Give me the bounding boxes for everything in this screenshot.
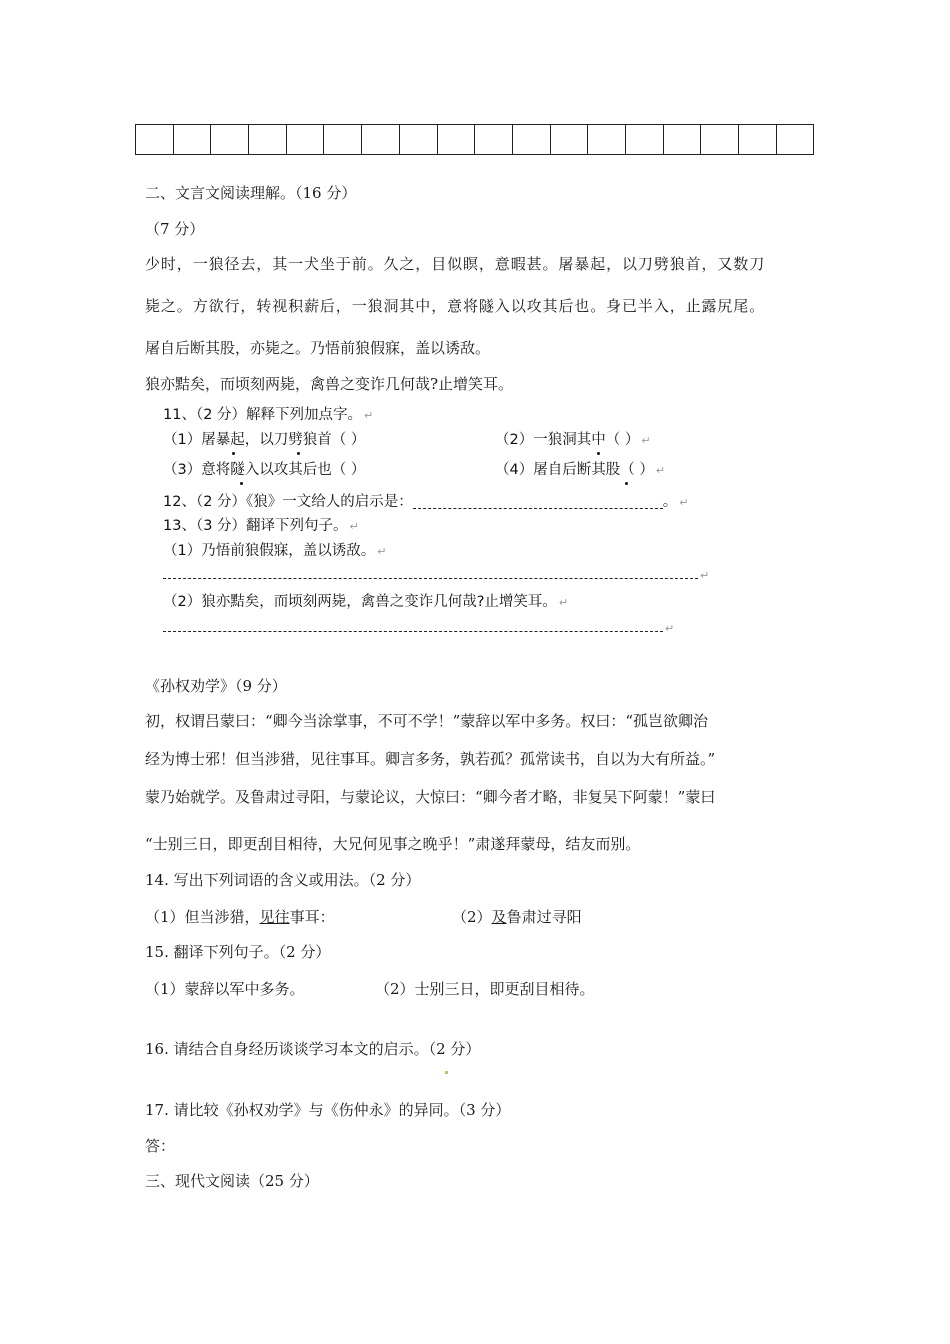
question-11 <box>163 405 373 426</box>
emphasis-dot-icon <box>597 452 600 455</box>
emphasis-dot-icon <box>240 482 243 485</box>
question-12 <box>163 492 689 513</box>
return-mark-icon: ↵ <box>377 545 387 558</box>
question-16: 16. 请结合自身经历谈谈学习本文的启示。（2 分） <box>145 1040 481 1058</box>
q14-item-2-pre: （2） <box>452 908 492 926</box>
q14-item-2-post: 鲁肃过寻阳 <box>506 908 582 926</box>
grid-cell <box>437 125 475 155</box>
sunquan-passage-line: 经为博士邪！但当涉猎，见往事耳。卿言多务，孰若孤？孤常读书，自以为大有所益。” <box>145 750 716 768</box>
emphasis-dot-icon <box>625 482 628 485</box>
q13-item-2-text: （2）狼亦黠矣，而顷刻两毙，禽兽之变诈几何哉?止增笑耳。 <box>163 594 557 610</box>
q11-item-4-text: （4）屠自后断其股（ ） <box>495 462 654 478</box>
question-15: 15. 翻译下列句子。（2 分） <box>145 943 331 961</box>
question-11-text: 11、（2 分）解释下列加点字。 <box>163 407 363 423</box>
grid-cell <box>136 125 174 155</box>
emphasis-dot-icon <box>232 452 235 455</box>
wolf-passage-line: 少时，一狼径去，其一犬坐于前。久之，目似瞑，意暇甚。屠暴起，以刀劈狼首，又数刀 <box>145 255 766 273</box>
q11-item-3: （3）意将隧入以攻其后也（ ） <box>163 462 366 478</box>
grid-cell <box>211 125 249 155</box>
wolf-passage-line: 毙之。方欲行，转视积薪后，一狼洞其中，意将隧入以攻其后也。身已半入，止露尻尾。 <box>145 297 766 315</box>
q14-item-1-pre: （1）但当涉猎， <box>145 908 260 926</box>
question-14: 14. 写出下列词语的含义或用法。（2 分） <box>145 871 421 889</box>
question-12-end: 。 <box>662 494 678 510</box>
answer-label: 答： <box>145 1137 176 1155</box>
q14-item-2 <box>452 907 582 927</box>
answer-grid-row <box>136 125 814 155</box>
section3-heading: 三、现代文阅读（25 分） <box>145 1172 319 1190</box>
return-mark-icon: ↵ <box>349 520 359 533</box>
grid-cell <box>550 125 588 155</box>
return-mark-icon: ↵ <box>700 569 710 582</box>
grid-cell <box>512 125 550 155</box>
answer-blank[interactable] <box>163 568 698 579</box>
question-17: 17. 请比较《孙权劝学》与《伤仲永》的异同。（3 分） <box>145 1101 511 1119</box>
sunquan-passage-line: 初，权谓吕蒙曰：“卿今当涂掌事，不可不学！”蒙辞以军中多务。权曰：“孤岂欲卿治 <box>145 712 709 730</box>
question-12-text: 12、（2 分）《狼》一文给人的启示是： <box>163 494 413 510</box>
q13-answer-line-1 <box>163 565 709 586</box>
q14-item-1-word: 见往 <box>259 908 290 926</box>
q13-answer-line-2 <box>163 618 674 639</box>
q11-item-2 <box>495 430 651 451</box>
sunquan-title: 《孙权劝学》（9 分） <box>145 677 287 695</box>
wolf-score: （7 分） <box>145 220 205 238</box>
return-mark-icon: ↵ <box>641 434 651 447</box>
grid-cell <box>399 125 437 155</box>
wolf-passage-line: 屠自后断其股，亦毙之。乃悟前狼假寐，盖以诱敌。 <box>145 339 491 357</box>
grid-cell <box>663 125 701 155</box>
grid-cell <box>286 125 324 155</box>
grid-cell <box>249 125 287 155</box>
grid-cell <box>362 125 400 155</box>
grid-cell <box>739 125 777 155</box>
section2-heading: 二、文言文阅读理解。（16 分） <box>145 184 357 202</box>
grid-cell <box>588 125 626 155</box>
sunquan-passage-line: 蒙乃始就学。及鲁肃过寻阳，与蒙论议，大惊曰：“卿今者才略，非复吴下阿蒙！”蒙曰 <box>145 788 716 806</box>
return-mark-icon: ↵ <box>364 409 374 422</box>
q13-item-2 <box>163 592 568 613</box>
q15-item-1: （1）蒙辞以军中多务。 <box>145 980 305 998</box>
q13-item-1-text: （1）乃悟前狼假寐，盖以诱敌。 <box>163 543 376 559</box>
question-13-text: 13、（3 分）翻译下列句子。 <box>163 518 348 534</box>
return-mark-icon: ↵ <box>655 464 666 477</box>
answer-blank[interactable] <box>163 621 663 632</box>
answer-grid <box>135 124 814 155</box>
q14-item-1-post: 事耳： <box>289 908 335 926</box>
wolf-passage-line: 狼亦黠矣，而顷刻两毙，禽兽之变诈几何哉?止增笑耳。 <box>145 375 514 393</box>
scan-speck <box>445 1071 448 1074</box>
question-13 <box>163 516 359 537</box>
q11-item-4 <box>495 460 665 481</box>
return-mark-icon: ↵ <box>679 496 689 509</box>
q11-item-1: （1）屠暴起，以刀劈狼首（ ） <box>163 432 366 448</box>
grid-cell <box>475 125 513 155</box>
q11-item-2-text: （2）一狼洞其中（ ） <box>495 432 640 448</box>
grid-cell <box>324 125 362 155</box>
answer-blank[interactable] <box>413 496 663 509</box>
q15-item-2: （2）士别三日，即更刮目相待。 <box>375 980 595 998</box>
q14-item-2-word: 及 <box>491 908 507 926</box>
grid-cell <box>173 125 211 155</box>
grid-cell <box>776 125 814 155</box>
grid-cell <box>701 125 739 155</box>
q13-item-1 <box>163 541 386 562</box>
return-mark-icon: ↵ <box>665 622 675 635</box>
return-mark-icon: ↵ <box>558 596 569 609</box>
emphasis-dot-icon <box>297 452 300 455</box>
q14-item-1 <box>145 907 335 927</box>
grid-cell <box>625 125 663 155</box>
sunquan-passage-line: “士别三日，即更刮目相待，大兄何见事之晚乎！”肃遂拜蒙母，结友而别。 <box>145 835 641 853</box>
